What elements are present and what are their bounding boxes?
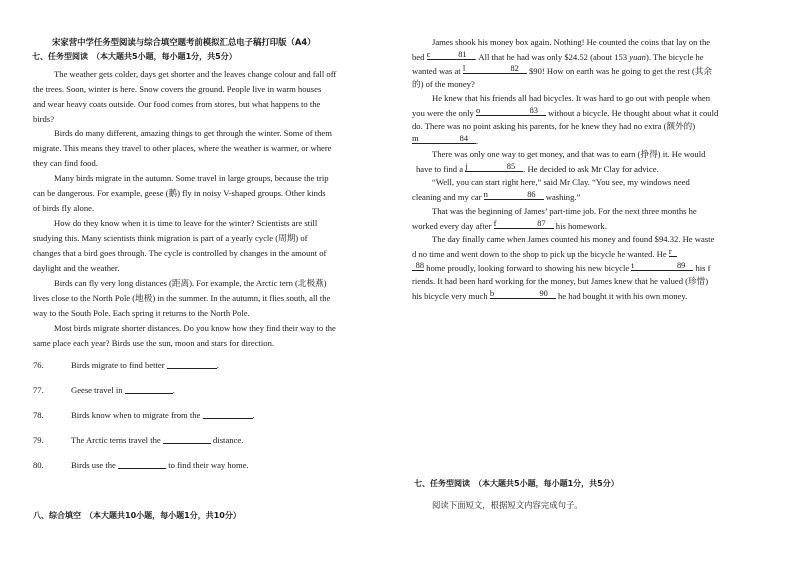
blank-first-letter: n bbox=[483, 189, 488, 199]
question-number: 78. bbox=[33, 410, 44, 420]
page-title: 宋家营中学任务型阅读与综合填空题考前模拟汇总电子稿打印版（A4） bbox=[52, 37, 316, 47]
cloze-line: “Well, you can start right here,” said Mr Clay. “You see, my windows need bbox=[432, 177, 690, 187]
passage-line: Birds do many different, amazing things to get through the winter. Some of them bbox=[54, 128, 332, 138]
cloze-blank-84[interactable] bbox=[412, 133, 479, 146]
cloze-line: He knew that his friends all had bicycles. It was hard to go out with people when bbox=[432, 93, 711, 103]
blank-first-letter: m bbox=[412, 133, 419, 143]
question-text-end: . bbox=[172, 385, 175, 395]
blank-first-letter: f bbox=[493, 218, 497, 228]
cloze-blank-88[interactable] bbox=[412, 262, 424, 271]
cloze-line bbox=[412, 65, 712, 76]
blank-number: 86 bbox=[527, 190, 536, 199]
cloze-line bbox=[412, 220, 607, 231]
cloze-blank-85[interactable] bbox=[465, 163, 523, 172]
question-number: 76. bbox=[33, 360, 44, 370]
question-77 bbox=[33, 385, 175, 395]
answer-blank[interactable] bbox=[167, 360, 217, 369]
passage-line: Many birds migrate in the autumn. Some travel in large groups, because the trip bbox=[54, 173, 329, 183]
blank-number: 90 bbox=[539, 289, 548, 298]
instruction-text: 阅读下面短文，根据短文内容完成句子。 bbox=[432, 500, 583, 510]
passage-line: birds? bbox=[33, 114, 55, 124]
passage-line: The weather gets colder, days get shorter and the leaves change colour and fall off bbox=[54, 69, 337, 79]
blank-number: 81 bbox=[458, 50, 467, 59]
passage-line: they can find food. bbox=[33, 158, 98, 168]
cloze-blank-90[interactable] bbox=[490, 290, 556, 299]
blank-first-letter: l bbox=[462, 63, 466, 73]
cloze-blank-86[interactable] bbox=[484, 191, 544, 200]
blank-number: 89 bbox=[676, 261, 686, 270]
question-text: The Arctic terns travel the bbox=[71, 435, 161, 445]
question-text: Birds migrate to find better bbox=[71, 360, 165, 370]
cloze-text: . bbox=[476, 136, 479, 146]
passage-line: lives close to the North Pole (地极) in the summer. In the autumn, it flies south, all the bbox=[33, 293, 331, 303]
cloze-line bbox=[412, 290, 687, 301]
passage-line: changes that a bird goes through. The cycle is controlled by changes in the amount of bbox=[33, 248, 327, 258]
cloze-line: That was the beginning of James’ part-time job. For the next three months he bbox=[432, 206, 697, 216]
cloze-text: wanted was at bbox=[412, 66, 461, 76]
blank-number: 82 bbox=[510, 64, 519, 73]
cloze-text: he had bought it with his own money. bbox=[557, 291, 688, 301]
passage-line: can be dangerous. For example, geese (鹅) fly in noisy V-shaped groups. Other kinds bbox=[33, 188, 326, 198]
cloze-text: ). The bicycle he bbox=[645, 52, 704, 62]
cloze-line bbox=[412, 191, 580, 202]
cloze-text: washing.” bbox=[545, 192, 581, 202]
question-number: 80. bbox=[33, 460, 44, 470]
cloze-line: James shook his money box again. Nothing! He counted the coins that lay on the bbox=[432, 37, 711, 47]
question-number: 77. bbox=[33, 385, 44, 395]
cloze-blank-89[interactable] bbox=[631, 262, 693, 271]
question-79 bbox=[33, 435, 243, 445]
cloze-line: riends. It had been hard working for the money, but James knew that he valued (珍惜) bbox=[412, 276, 709, 286]
passage-line: Birds can fly very long distances (距离). For example, the Arctic tern (北极燕) bbox=[54, 278, 327, 288]
passage-line: way to the South Pole. Each spring it returns to the North Pole. bbox=[33, 308, 250, 318]
blank-number: 84 bbox=[459, 134, 468, 143]
cloze-text: $90! How on earth was he going to get the rest (其余 bbox=[529, 66, 713, 76]
question-text: Birds use the bbox=[71, 460, 116, 470]
passage-line: studying this. Many scientists think migration is part of a yearly cycle (周期) of bbox=[33, 233, 308, 243]
cloze-blank-82[interactable] bbox=[463, 65, 527, 74]
cloze-line: There was only one way to get money, and that was to earn (挣得) it. He would bbox=[432, 149, 706, 159]
cloze-text: you were the only bbox=[412, 108, 474, 118]
cloze-line bbox=[412, 51, 704, 62]
answer-blank[interactable] bbox=[163, 435, 211, 444]
cloze-line: The day finally came when James counted his money and found $94.32. He waste bbox=[432, 234, 715, 244]
cloze-line bbox=[412, 262, 711, 273]
answer-blank[interactable] bbox=[125, 385, 173, 394]
cloze-text: bed bbox=[412, 52, 425, 62]
passage-line: Most birds migrate shorter distances. Do you know how they find their way to the bbox=[54, 323, 336, 333]
passage-line: and wear heavy coats outside. Our food comes from stores, but what happens to the bbox=[33, 99, 321, 109]
passage-line: the trees. Soon, winter is here. Snow covers the ground. People live in warm houses bbox=[33, 84, 322, 94]
section-heading-8: 八、综合填空 （本大题共10小题，每小题1分，共10分） bbox=[33, 511, 241, 520]
cloze-text: worked every day after bbox=[412, 221, 492, 231]
cloze-text: his homework. bbox=[555, 221, 607, 231]
cloze-text: home proudly, looking forward to showing his new bicycle bbox=[426, 263, 630, 273]
cloze-line bbox=[416, 163, 659, 174]
blank-number: 88 bbox=[415, 261, 424, 270]
answer-blank[interactable] bbox=[118, 460, 166, 469]
cloze-text: his bicycle very much bbox=[412, 291, 488, 301]
blank-first-letter: c bbox=[426, 49, 431, 59]
question-78 bbox=[33, 410, 255, 420]
cloze-text: d no time and went down to the shop to pick up the bicycle he wanted. He bbox=[412, 249, 667, 259]
cloze-blank-83[interactable] bbox=[476, 107, 546, 116]
blank-first-letter: o bbox=[475, 105, 481, 115]
question-text: Geese travel in bbox=[71, 385, 123, 395]
blank-number: 85 bbox=[506, 162, 516, 171]
cloze-line bbox=[412, 107, 718, 118]
section-heading-7-repeat: 七、任务型阅读 （本大题共5小题，每小题1分，共5分） bbox=[414, 479, 619, 488]
cloze-line: do. There was no point asking his parents, for he knew they had no extra (额外的) bbox=[412, 121, 696, 131]
passage-line: of birds fly alone. bbox=[33, 203, 95, 213]
blank-first-letter: b bbox=[489, 288, 495, 298]
question-text-end: . bbox=[216, 360, 219, 370]
question-text-end: . bbox=[252, 410, 255, 420]
blank-number: 83 bbox=[529, 106, 538, 115]
cloze-text: cleaning and my car bbox=[412, 192, 482, 202]
cloze-text: . He decided to ask Mr Clay for advice. bbox=[523, 164, 659, 174]
question-76 bbox=[33, 360, 219, 370]
passage-line: daylight and the weather. bbox=[33, 263, 120, 273]
cloze-text-italic: yuan bbox=[629, 52, 646, 62]
blank-first-letter: r bbox=[668, 246, 672, 256]
blank-first-letter: t bbox=[631, 260, 634, 270]
cloze-blank-88-start[interactable] bbox=[669, 248, 677, 257]
question-text-end: to find their way home. bbox=[168, 460, 249, 470]
cloze-blank-81[interactable] bbox=[427, 51, 475, 60]
cloze-line: 的) of the money? bbox=[412, 79, 475, 89]
cloze-text: have to find a bbox=[416, 164, 464, 174]
section-heading-7: 七、任务型阅读 （本大题共5小题，每小题1分，共5分） bbox=[32, 52, 237, 61]
question-text: Birds know when to migrate from the bbox=[71, 410, 201, 420]
passage-line: same place each year? Birds use the sun, moon and stars for direction. bbox=[33, 338, 275, 348]
question-80 bbox=[33, 460, 249, 470]
blank-number: 87 bbox=[537, 219, 546, 228]
answer-blank[interactable] bbox=[203, 410, 253, 419]
cloze-line bbox=[412, 248, 677, 259]
cloze-text: his f bbox=[695, 263, 711, 273]
passage-line: How do they know when it is time to leave for the winter? Scientists are still bbox=[54, 218, 318, 228]
passage-line: migrate. This means they travel to other places, where the weather is warmer, or where bbox=[33, 143, 332, 153]
question-text-end: distance. bbox=[213, 435, 244, 445]
blank-first-letter: j bbox=[465, 161, 468, 171]
cloze-text: . All that he had was only $24.52 (about 153 bbox=[474, 52, 628, 62]
cloze-blank-87[interactable] bbox=[494, 220, 554, 229]
cloze-text: without a bicycle. He thought about what it could bbox=[548, 108, 719, 118]
cloze-line bbox=[412, 135, 478, 146]
question-number: 79. bbox=[33, 435, 44, 445]
